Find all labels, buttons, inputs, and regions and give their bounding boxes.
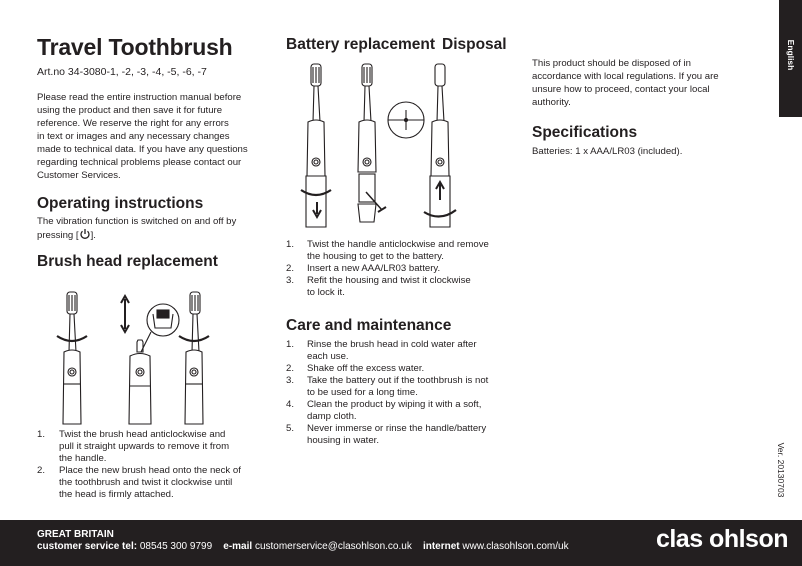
email-address: customerservice@clasohlson.co.uk (252, 541, 412, 552)
brush-head-illustration (45, 284, 215, 426)
care-step-2: 2. Shake off the excess water. (286, 363, 425, 374)
internet-label: internet (422, 541, 460, 552)
care-heading: Care and maintenance (286, 317, 452, 334)
intro-line-7: Customer Services. (37, 170, 121, 181)
email-label: e-mail (223, 541, 253, 552)
intro-line-3: reference. We reserve the right for any errors (37, 118, 229, 129)
intro-line-6: regarding technical problems please contact our (37, 157, 242, 168)
disposal-line-1: This product should be disposed of in (532, 58, 691, 69)
brand-logo: clas ohlson (655, 525, 788, 553)
intro-line-1: Please read the entire instruction manual before (37, 92, 242, 103)
footer-contacts (37, 541, 569, 552)
website-url: www.clasohlson.com/uk (459, 541, 569, 552)
disposal-line-3: unsure how to proceed, contact your local (532, 84, 710, 95)
operating-line-1: The vibration function is switched on and off by (37, 216, 237, 227)
document-title: Travel Toothbrush (37, 34, 233, 60)
footer (0, 520, 802, 566)
power-icon (79, 228, 91, 240)
battery-step-3: 3. Refit the housing and twist it clockwise to lock it. (286, 275, 471, 298)
disposal-line-4: authority. (532, 97, 571, 108)
specifications-heading: Specifications (532, 124, 638, 141)
battery-step-1: 1. Twist the handle anticlockwise and remove the housing to get to the battery. (286, 239, 489, 262)
care-step-5: 5. Never immerse or rinse the handle/battery housing in water. (286, 423, 487, 446)
intro-line-4: in text or images and any necessary changes (37, 131, 230, 142)
brush-head-step-2: 2. Place the new brush head onto the neck of the toothbrush and twist it clockwise until the head is firmly attached. (37, 465, 241, 500)
footer-country: GREAT BRITAIN (37, 529, 114, 540)
battery-steps (286, 239, 511, 299)
version-label: Ver. 20130703 (776, 442, 786, 498)
brush-head-heading: Brush head replacement (37, 253, 218, 270)
care-step-1: 1. Rinse the brush head in cold water after each use. (286, 339, 477, 362)
care-step-4: 4. Clean the product by wiping it with a soft, damp cloth. (286, 399, 482, 422)
operating-line-2: pressing [ ]. (37, 230, 96, 241)
battery-illustration (296, 62, 466, 232)
disposal-line-2: accordance with local regulations. If you are (532, 71, 719, 82)
language-label: English (785, 39, 796, 71)
language-tab (779, 0, 802, 117)
care-step-3: 3. Take the battery out if the toothbrush is not to be used for a long time. (286, 375, 489, 398)
brush-head-step-1: 1. Twist the brush head anticlockwise and pull it straight upwards to remove it from the handle. (37, 429, 230, 464)
battery-heading: Battery replacement (286, 36, 436, 53)
disposal-heading: Disposal (442, 36, 507, 53)
brush-head-steps (37, 429, 269, 501)
article-number: Art.no 34-3080-1, -2, -3, -4, -5, -6, -7 (37, 66, 207, 78)
service-phone: 08545 300 9799 (137, 541, 213, 552)
intro-line-2: using the product and then save it for future (37, 105, 223, 116)
care-steps (286, 339, 511, 447)
specifications-text: Batteries: 1 x AAA/LR03 (included). (532, 146, 683, 157)
intro-line-5: made to technical data. If you have any questions (37, 144, 248, 155)
operating-heading: Operating instructions (37, 195, 204, 212)
battery-step-2: 2. Insert a new AAA/LR03 battery. (286, 263, 441, 274)
service-label: customer service tel: (37, 541, 138, 552)
